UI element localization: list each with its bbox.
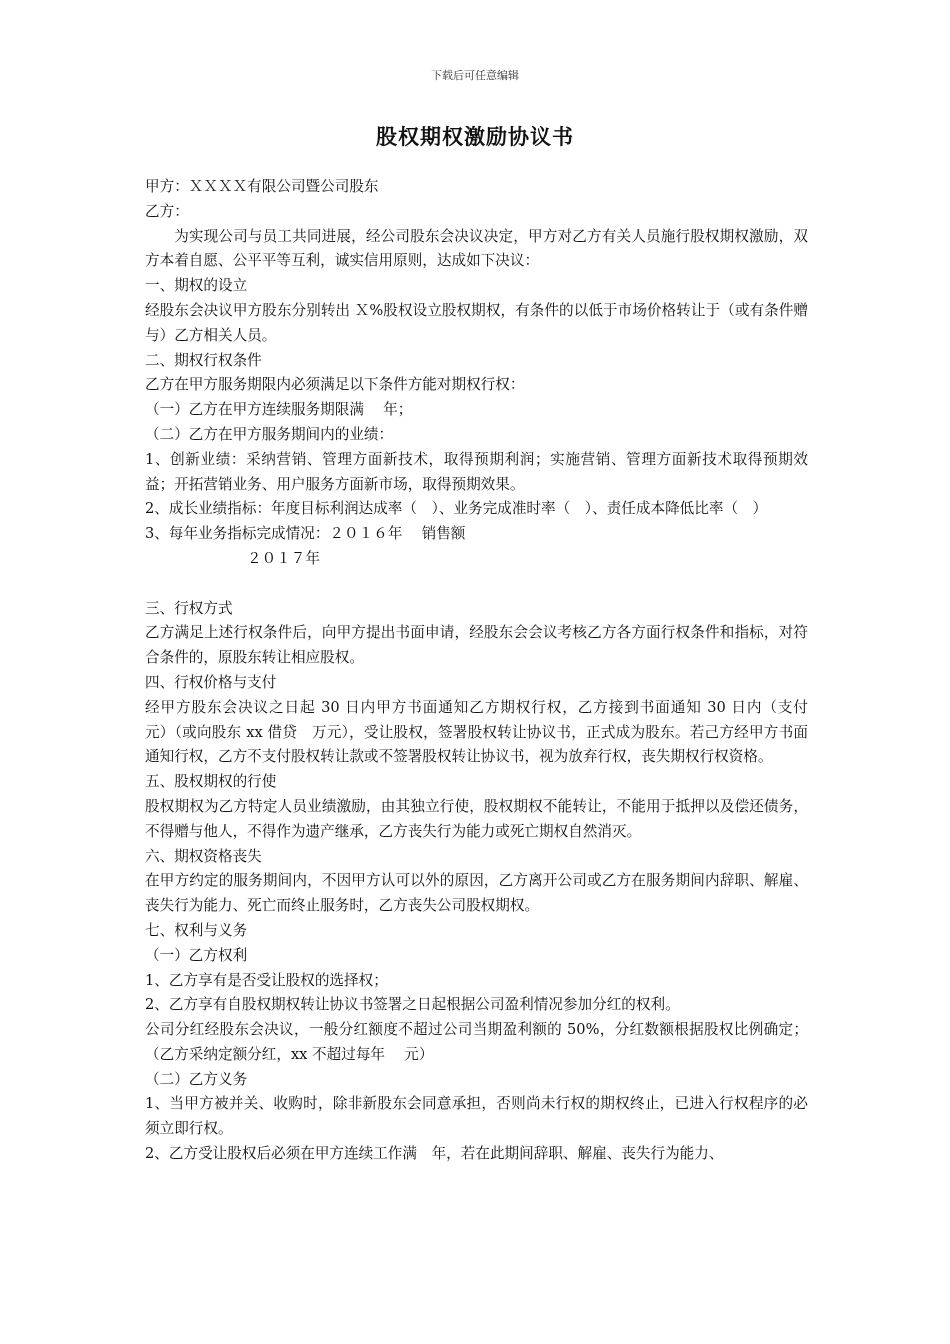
section-4-paragraph: 经甲方股东会决议之日起 30 日内甲方书面通知乙方期权行权，乙方接到书面通知 30 日内（支付 元）（或向股东 xx 借贷 万元），受让股权，签署股权转让协议书，正式成为股东。若己方经甲方书面通知行权，乙方不支付股权转让款或不签署股权转让协议书，视为放弃行权，丧失期权行权资格。 (145, 698, 838, 766)
performance-item-1: 1、创新业绩：采纳营销、管理方面新技术，取得预期利润；实施营销、管理方面新技术取得预期效益；开拓营销业务、用户服务方面新市场，取得预期效果。 (145, 450, 808, 493)
section-2-item-1: （一）乙方在甲方连续服务期限满 年； (145, 401, 413, 419)
section-1-paragraph: 经股东会决议甲方股东分别转出 Ｘ%股权设立股权期权，有条件的以低于市场价格转让于（或有条件赠与）乙方相关人员。 (145, 301, 808, 344)
section-heading-2: 二、期权行权条件 (145, 351, 262, 369)
section-6-paragraph: 在甲方约定的服务期间内，不因甲方认可以外的原因，乙方离开公司或乙方在服务期间内辞职、解雇、丧失行为能力、死亡而终止服务时，乙方丧失公司股权期权。 (145, 872, 808, 915)
section-heading-7: 七、权利与义务 (145, 921, 248, 939)
performance-item-2: 2、成长业绩指标：年度目标利润达成率（ ）、业务完成准时率（ ）、责任成本降低比率（ ） (145, 500, 768, 518)
section-heading-4: 四、行权价格与支付 (145, 673, 277, 691)
obligations-item-1: 1、当甲方被并关、收购时，除非新股东会同意承担，否则尚未行权的期权终止，已进入行权程序的必须立即行权。 (145, 1095, 808, 1138)
performance-item-3: 3、每年业务指标完成情况：２０１６年 销售额 (145, 525, 466, 543)
performance-year-2017: ２０１７年 (247, 549, 320, 567)
document-body (145, 175, 838, 1167)
party-b-line: 乙方： (145, 202, 189, 220)
section-2-item-2: （二）乙方在甲方服务期间内的业绩： (145, 425, 394, 443)
rights-subheading: （一）乙方权利 (145, 946, 248, 964)
page-header-note: 下载后可任意编辑 (431, 69, 519, 82)
preamble-paragraph: 为实现公司与员工共同进展，经公司股东会决议决定，甲方对乙方有关人员施行股权期权激励，双方本着自愿、公平平等互利，诚实信用原则，达成如下决议： (145, 227, 808, 270)
rights-item-2: 2、乙方享有自股权期权转让协议书签署之日起根据公司盈利情况参加分红的权利。 (145, 996, 680, 1014)
dividend-paragraph: 公司分红经股东会决议，一般分红额度不超过公司当期盈利额的 50%，分红数额根据股权比例确定；（乙方采纳定额分红，xx 不超过每年 元） (145, 1021, 808, 1063)
section-5-paragraph: 股权期权为乙方特定人员业绩激励，由其独立行使，股权期权不能转让，不能用于抵押以及偿还债务，不得赠与他人，不得作为遗产继承，乙方丧失行为能力或死亡期权自然消灭。 (145, 797, 808, 840)
section-2-intro: 乙方在甲方服务期限内必须满足以下条件方能对期权行权： (145, 376, 525, 394)
section-heading-5: 五、股权期权的行使 (145, 773, 277, 791)
obligations-subheading: （二）乙方义务 (145, 1070, 248, 1088)
section-3-paragraph: 乙方满足上述行权条件后，向甲方提出书面申请，经股东会会议考核乙方各方面行权条件和指标，对符合条件的，原股东转让相应股权。 (145, 624, 808, 667)
document-title: 股权期权激励协议书 (376, 124, 574, 149)
section-heading-6: 六、期权资格丧失 (145, 847, 262, 865)
section-heading-3: 三、行权方式 (145, 599, 233, 617)
rights-item-1: 1、乙方享有是否受让股权的选择权； (145, 971, 388, 989)
obligations-item-2: 2、乙方受让股权后必须在甲方连续工作满 年，若在此期间辞职、解雇、丧失行为能力、 (145, 1145, 724, 1163)
party-a-line: 甲方：ＸＸＸＸ有限公司暨公司股东 (145, 178, 379, 195)
section-heading-1: 一、期权的设立 (145, 277, 248, 295)
blank-line (145, 572, 808, 597)
